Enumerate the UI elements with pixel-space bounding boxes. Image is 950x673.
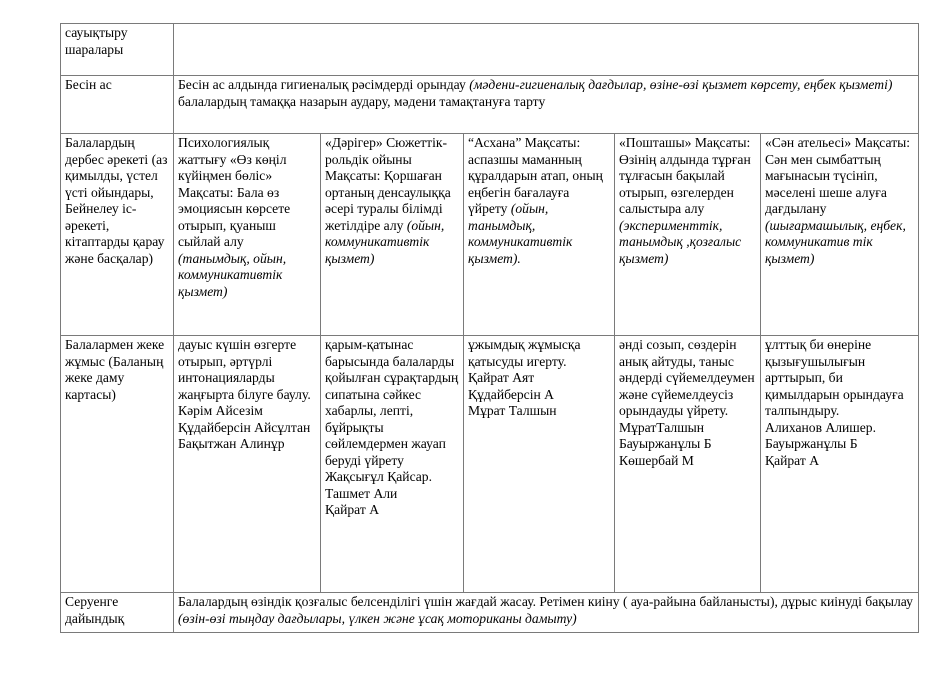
individual-cell bbox=[174, 336, 321, 593]
activity-cell bbox=[321, 134, 464, 336]
activity-cell bbox=[761, 134, 919, 336]
row-content-empty bbox=[174, 24, 919, 76]
row-label: Балалармен жеке жұмыс (Баланың жеке даму картасы) bbox=[61, 336, 174, 593]
child-name: Мұрат Талшын bbox=[468, 403, 557, 418]
content-text: Бесін ас алдында гигиеналық рәсімдерді орындау bbox=[178, 77, 470, 92]
child-name: Бауыржанұлы Б bbox=[619, 436, 712, 451]
child-name: Ташмет Али bbox=[325, 485, 398, 501]
row-independent-activity bbox=[61, 134, 919, 336]
individual-cell bbox=[761, 336, 919, 593]
row-individual-work bbox=[61, 336, 919, 593]
child-name: Алиханов Алишер. bbox=[765, 419, 876, 435]
row-label: Бесін ас bbox=[61, 76, 174, 134]
child-name: Құдайберсін Айсұлтан bbox=[178, 419, 311, 435]
child-name: Кәрім Айсезім bbox=[178, 403, 263, 418]
row-afternoon-snack bbox=[61, 76, 919, 134]
activity-cell bbox=[464, 134, 615, 336]
individual-cell bbox=[464, 336, 615, 593]
row-wellness bbox=[61, 24, 919, 76]
individual-task: қарым-қатынас барысында балаларды қойылған сұрақтардың сипатына сәйкес хабарлы, лепті, бұйрықты сөйлемдермен жауап беруді үйрету bbox=[325, 337, 459, 468]
activity-text: «Пошташы» Мақсаты: Өзінің алдында тұрған тұлғасын бақылай отырып, өзгелерден салыстыра алу bbox=[619, 135, 751, 216]
activity-text: Психологиялық жаттығу «Өз көңіл күйіңмен бөліс» Мақсаты: Бала өз эмоциясын көрсете отырып, қуаныш сыйлай алу bbox=[178, 135, 291, 249]
individual-task: ұлттық би өнеріне қызығушылығын арттырып, би қимылдарын орындауға талпындыру. bbox=[765, 337, 904, 418]
row-label: Балалардың дербес әрекеті (аз қимылды, үстел үсті ойындары, Бейнелеу іс-әрекеті, кітаптарды қарау және басқалар) bbox=[61, 134, 174, 336]
content-text: Балалардың өзіндік қозғалыс белсенділігі үшін жағдай жасау. Ретімен киіну ( ауа-райына байланысты), дұрыс киінуді бақылау bbox=[178, 594, 913, 609]
content-text-tail: балалардың тамаққа назарын аудару, мәдени тамақтануға тарту bbox=[178, 93, 546, 109]
row-label: сауықтыру шаралары bbox=[61, 24, 174, 76]
activity-italic-note: (шығармашылық, еңбек, коммуникатив тік қызмет) bbox=[765, 217, 906, 266]
row-label: Серуенге дайындық bbox=[61, 593, 174, 633]
individual-cell bbox=[615, 336, 761, 593]
activity-italic-note: (эксперименттік, танымдық ,қозғалыс қызмет) bbox=[619, 217, 742, 266]
activity-italic-note: (танымдық, ойын, коммуникативтік қызмет) bbox=[178, 250, 287, 299]
row-content bbox=[174, 593, 919, 633]
child-name: Бақытжан Алинұр bbox=[178, 436, 285, 451]
content-italic-note: (мәдени-гигиеналық дағдылар, өзіне-өзі қызмет көрсету, еңбек қызметі) bbox=[469, 77, 893, 92]
row-walk-preparation bbox=[61, 593, 919, 633]
child-name: Құдайберсін А bbox=[468, 386, 554, 402]
child-name: Қайрат А bbox=[765, 452, 820, 468]
activity-text: “Асхана” Мақсаты: аспазшы маманның құралдарын атап, оның еңбегін бағалауға үйрету bbox=[468, 135, 603, 216]
individual-task: дауыс күшін өзгерте отырып, әртүрлі интонацияларды жаңғырта білуге баулу. bbox=[178, 337, 311, 402]
individual-cell bbox=[321, 336, 464, 593]
activity-cell bbox=[615, 134, 761, 336]
activity-italic-note: (ойын, танымдық, коммуникативтік қызмет). bbox=[468, 201, 573, 266]
child-name: Бауыржанұлы Б bbox=[765, 436, 858, 451]
activity-text: «Дәрігер» Сюжеттік-рольдік ойыны Мақсаты: Қоршаған ортаның денсаулыққа әсері туралы білімді жетілдіре алу bbox=[325, 135, 451, 233]
activity-italic-note: (ойын, коммуникативтік қызмет) bbox=[325, 217, 445, 266]
child-name: Қайрат А bbox=[325, 502, 380, 517]
content-italic-note: (өзін-өзі тыңдау дағдылары, үлкен және ұсақ моториканы дамыту) bbox=[178, 610, 577, 626]
child-name: Қайрат Аят bbox=[468, 370, 535, 385]
child-name: Жақсығұл Қайсар. bbox=[325, 469, 433, 484]
daily-plan-table bbox=[60, 23, 919, 633]
activity-cell bbox=[174, 134, 321, 336]
row-content bbox=[174, 76, 919, 134]
activity-text: «Сән ательесі» Мақсаты: Сән мен сымбаттың мағынасын түсініп, мәселені шеше алуға дағдылану bbox=[765, 135, 911, 216]
individual-task: әнді созып, сөздерін анық айтуды, таныс әндерді сүйемелдеумен және сүйемелдеусіз орындауды үйрету. bbox=[619, 337, 755, 418]
child-name: МұратТалшын bbox=[619, 419, 705, 435]
individual-task: ұжымдық жұмысқа қатысуды игерту. bbox=[468, 337, 581, 369]
child-name: Көшербай М bbox=[619, 452, 694, 468]
